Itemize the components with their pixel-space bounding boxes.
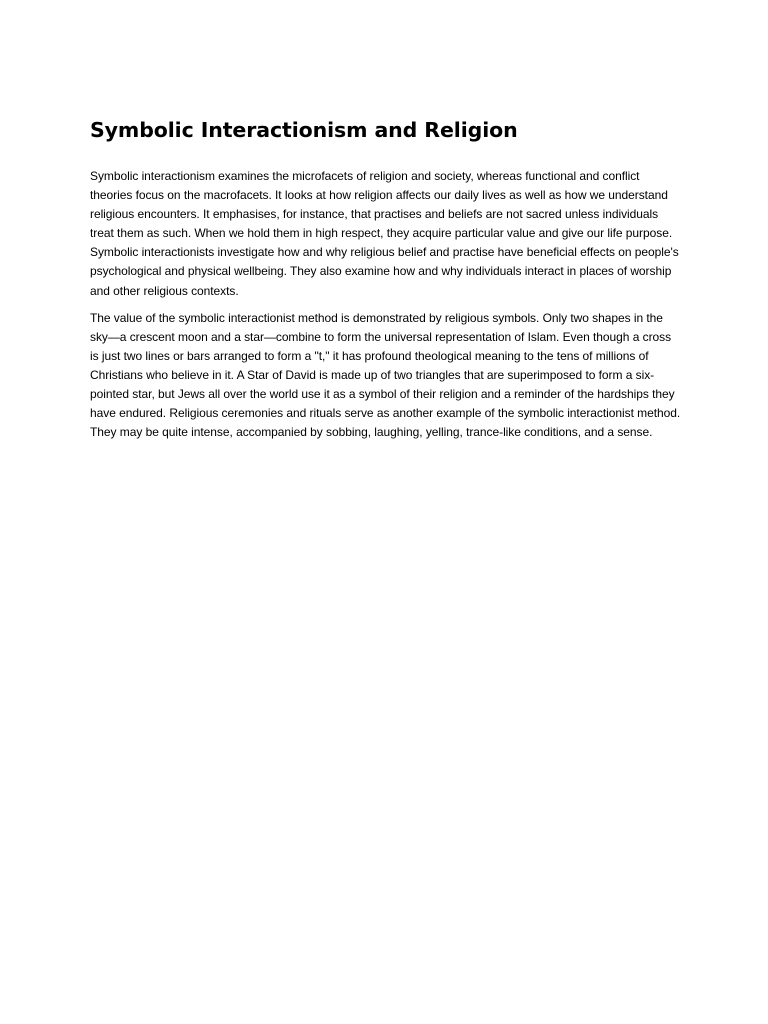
paragraph-1: Symbolic interactionism examines the microfacets of religion and society, whereas functional and conflict theories focus on the macrofacets. It looks at how religion affects our daily lives as well as how we understand religious encounters. It emphasises, for instance, that practises and beliefs are not sacred unless individuals treat them as such. When we hold them in high respect, they acquire particular value and give our life purpose. Symbolic interactionists investigate how and why religious belief and practise have beneficial effects on people's psychological and physical wellbeing. They also examine how and why individuals interact in places of worship and other religious contexts. <box>90 169 679 298</box>
paragraph-2: The value of the symbolic interactionist method is demonstrated by religious symbols. Only two shapes in the sky—a crescent moon and a star—combine to form the universal representation of Islam. Even though a cross is just two lines or bars arranged to form a "t," it has profound theological meaning to the tens of millions of Christians who believe in it. A Star of David is made up of two triangles that are superimposed to form a six-pointed star, but Jews all over the world use it as a symbol of their religion and a reminder of the hardships they have endured. Religious ceremonies and rituals serve as another example of the symbolic interactionist method. They may be quite intense, accompanied by sobbing, laughing, yelling, trance-like conditions, and a sense. <box>90 310 681 440</box>
document-title: Symbolic Interactionism and Religion <box>90 118 518 142</box>
document-page <box>90 117 682 450</box>
